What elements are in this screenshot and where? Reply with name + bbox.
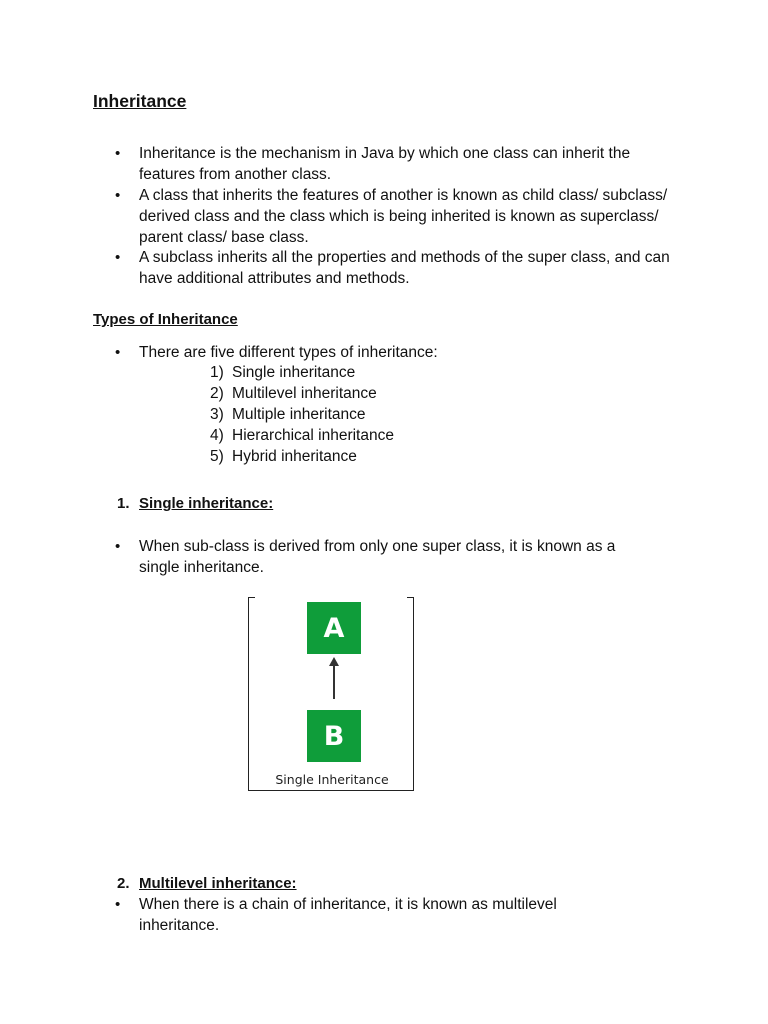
list-label: Single inheritance [232, 364, 356, 381]
list-number: 2) [210, 385, 224, 402]
section-heading-single [117, 495, 273, 512]
list-number: 4) [210, 427, 224, 444]
types-list-item [210, 425, 394, 446]
types-heading: Types of Inheritance [93, 311, 238, 328]
intro-bullet-3: • A subclass inherits all the properties and methods of the super class, and can have additional attributes and methods. [139, 247, 684, 289]
diagram-caption: Single Inheritance [275, 772, 389, 787]
single-inheritance-bullet: • When sub-class is derived from only one super class, it is known as a single inheritance. [139, 536, 639, 578]
list-label: Multilevel inheritance [232, 385, 377, 402]
frame-corner [249, 597, 255, 598]
section-label: Single inheritance: [139, 495, 274, 512]
frame-corner [407, 597, 413, 598]
intro-bullet-1: • Inheritance is the mechanism in Java by which one class can inherit the features from another class. [139, 143, 674, 185]
types-list-item [210, 362, 355, 383]
class-a-box: A [307, 602, 361, 654]
list-label: Hierarchical inheritance [232, 427, 394, 444]
list-number: 1) [210, 364, 224, 381]
section-number: 2. [117, 875, 130, 892]
list-label: Multiple inheritance [232, 406, 366, 423]
class-b-box: B [307, 710, 361, 762]
types-list-item [210, 383, 377, 404]
page-title: Inheritance [93, 91, 187, 111]
list-number: 3) [210, 406, 224, 423]
types-bullet: • There are five different types of inheritance: [139, 342, 684, 363]
list-number: 5) [210, 448, 224, 465]
types-list-item [210, 446, 357, 467]
list-label: Hybrid inheritance [232, 448, 357, 465]
multilevel-inheritance-bullet: • When there is a chain of inheritance, it is known as multilevel inheritance. [139, 894, 609, 936]
arrow-up-icon [327, 657, 341, 701]
single-inheritance-diagram [248, 597, 414, 791]
section-heading-multilevel [117, 875, 297, 892]
section-label: Multilevel inheritance: [139, 875, 297, 892]
intro-bullet-2: • A class that inherits the features of another is known as child class/ subclass/ derived class and the class which is being inherited is known as superclass/ parent class/ base class. [139, 185, 679, 248]
types-list-item [210, 404, 366, 425]
section-number: 1. [117, 495, 130, 512]
